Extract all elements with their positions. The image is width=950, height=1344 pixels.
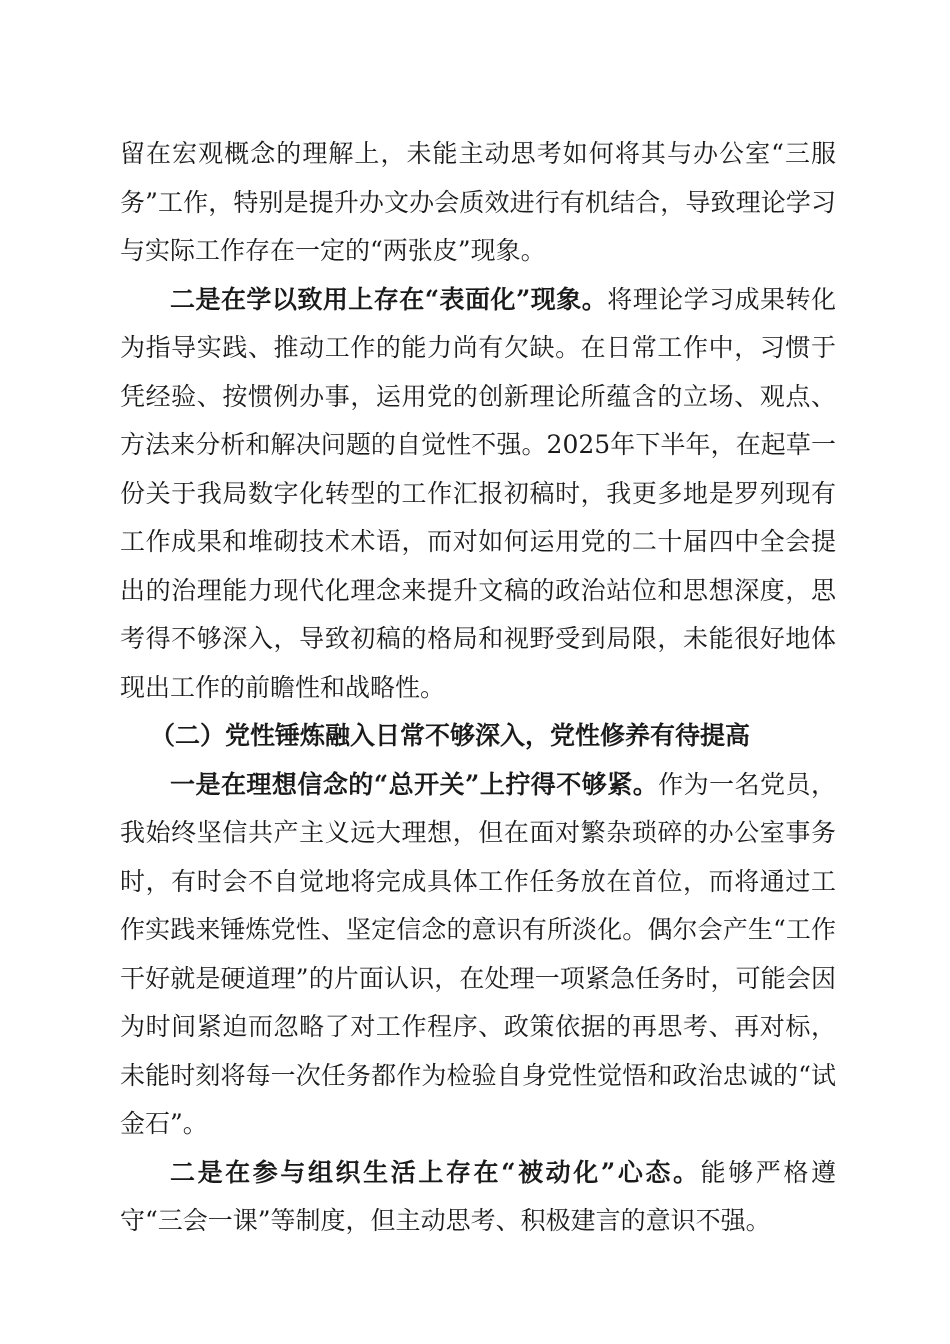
paragraph-text: 将理论学习成果转化为指导实践、推动工作的能力尚有欠缺。在日常工作中，习惯于凭经验、按惯例办事，运用党的创新理论所蕴含的立场、观点、方法来分析和解决问题的自觉性不强。2025年下半年，在起草一份关于我局数字化转型的工作汇报初稿时，我更多地是罗列现有工作成果和堆砌技术术语，而对如何运用党的二十届四中全会提出的治理能力现代化理念来提升文稿的政治站位和思想深度，思考得不够深入，导致初稿的格局和视野受到局限，未能很好地体现出工作的前瞻性和战略性。 xyxy=(120,284,836,702)
section-heading: （二）党性锤炼融入日常不够深入，党性修养有待提高 xyxy=(150,721,751,750)
paragraph-lead: 一是在理想信念的“总开关”上拧得不够紧。 xyxy=(170,769,659,799)
paragraph-lead: 二是在参与组织生活上存在“被动化”心态。 xyxy=(170,1157,701,1187)
paragraph-lead: 二是在学以致用上存在“表面化”现象。 xyxy=(170,284,608,314)
document-body xyxy=(120,130,836,1246)
paragraph-text: 能够严格遵守“三会一课”等制度，但主动思考、积极建言的意识不强。 xyxy=(120,1157,836,1235)
paragraph-continuation xyxy=(120,130,836,276)
paragraph-text: 作为一名党员，我始终坚信共产主义远大理想，但在面对繁杂琐碎的办公室事务时，有时会不自觉地将完成具体工作任务放在首位，而将通过工作实践来锤炼党性、坚定信念的意识有所淡化。偶尔会产生“工作干好就是硬道理”的片面认识，在处理一项紧急任务时，可能会因为时间紧迫而忽略了对工作程序、政策依据的再思考、再对标，未能时刻将每一次任务都作为检验自身党性觉悟和政治忠诚的“试金石”。 xyxy=(120,769,836,1138)
paragraph-organization-issue xyxy=(120,1149,836,1246)
paragraph-ideals-issue xyxy=(120,761,836,1149)
paragraph-application-issue xyxy=(120,276,836,713)
paragraph-text: 留在宏观概念的理解上，未能主动思考如何将其与办公室“三服务”工作，特别是提升办文办会质效进行有机结合，导致理论学习与实际工作存在一定的“两张皮”现象。 xyxy=(120,139,836,265)
